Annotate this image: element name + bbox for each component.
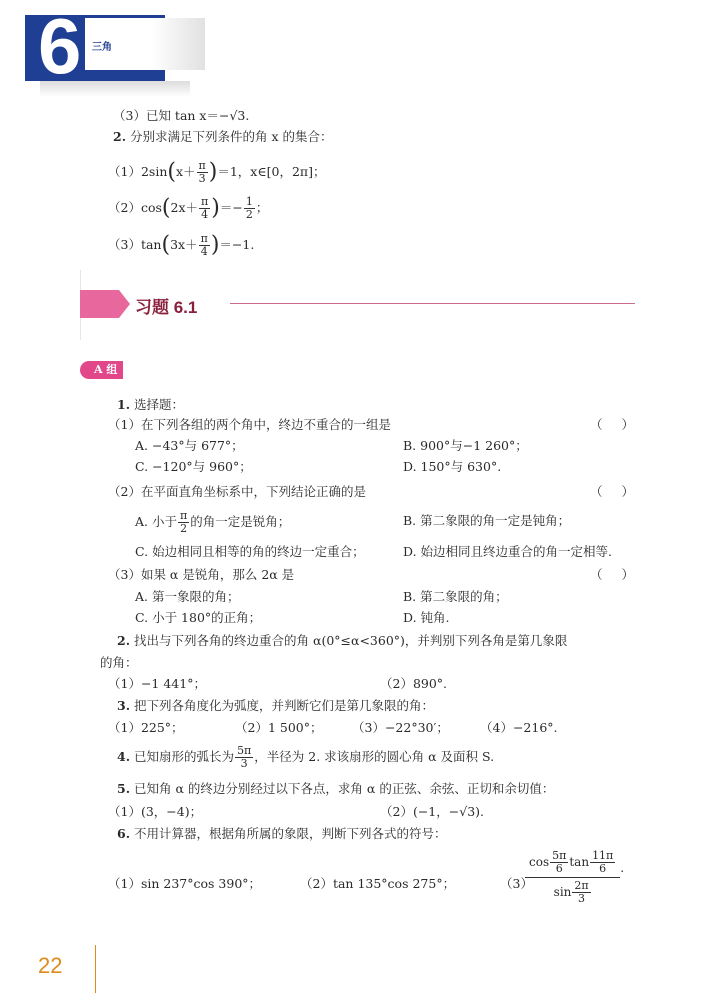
- text: ＝−: [219, 200, 243, 215]
- prev-sub-3: （3）tan(3x＋ $\frac{\pi}{4}$ )＝−1.: [108, 232, 255, 258]
- answer-paren: （ ）: [590, 567, 634, 582]
- question-text: 已知角 α 的终边分别经过以下各点，求角 α 的正弦、余弦、正切和余切值：: [134, 781, 555, 796]
- page-number-rule: [95, 945, 96, 993]
- question-2-cont: 的角：: [100, 655, 138, 670]
- q6-item-1: （1）sin 237°cos 390°；: [108, 876, 262, 891]
- text: ；: [255, 200, 269, 215]
- option-d: D. 150°与 630°.: [403, 459, 502, 474]
- exercise-arrow-icon: [80, 290, 130, 318]
- q5-item-2: （2）(−1，−√3).: [380, 804, 484, 819]
- option-a: A. −43°与 677°；: [135, 438, 244, 453]
- fraction: $\frac{\pi}{2}$: [179, 509, 188, 535]
- option-c: C. 始边相同且相等的角的终边一定重合；: [135, 544, 365, 559]
- q1-part1-stem: （1）在下列各组的两个角中，终边不重合的一组是: [108, 417, 391, 432]
- chapter-title: 三角: [92, 42, 112, 53]
- text: （3）tan: [108, 237, 162, 252]
- fraction: $\frac{\pi}{4}$: [200, 232, 208, 258]
- text: （1）2sin: [108, 164, 168, 179]
- option-a: A. 小于 $\frac{\pi}{2}$ 的角一定是锐角；: [135, 509, 291, 535]
- question-4: 4. 已知扇形的弧长为 $\frac{5\pi}{3}$ ，半径为 2. 求该扇形的圆心角 α 及面积 S.: [117, 744, 495, 770]
- text: x＋: [175, 164, 196, 179]
- q3-item-4: （4）−216°.: [480, 720, 558, 735]
- exercise-title: 习题 6.1: [135, 298, 198, 317]
- text: ＝1，x∈[0，2π]；: [217, 164, 326, 179]
- question-number: 4.: [117, 749, 131, 764]
- q3-item-3: （3）−22°30′；: [352, 720, 449, 735]
- q6-item-2: （2）tan 135°cos 275°；: [300, 876, 456, 891]
- page-number: 22: [38, 953, 63, 978]
- q6-item-3-label: （3）: [500, 876, 533, 891]
- question-text: 分别求满足下列条件的角 x 的集合：: [130, 129, 333, 144]
- fraction: $\frac{\pi}{3}$: [198, 159, 206, 185]
- group-badge: A 组: [80, 361, 123, 379]
- q5-item-1: （1）(3，−4)；: [108, 804, 203, 819]
- text: 3x＋: [170, 237, 198, 252]
- question-3: [117, 698, 434, 714]
- question-1: [117, 397, 184, 413]
- question-number: 6.: [117, 826, 131, 841]
- question-number: 1.: [117, 397, 131, 412]
- question-number: 5.: [117, 781, 131, 796]
- option-b: B. 900°与−1 260°；: [403, 438, 528, 453]
- option-d: D. 始边相同且终边重合的角一定相等.: [403, 544, 612, 559]
- option-d: D. 钝角.: [403, 610, 450, 625]
- question-5: [117, 781, 554, 797]
- q2-item-2: （2）890°.: [380, 676, 448, 691]
- fraction: $\frac{5\pi}{3}$: [237, 744, 252, 770]
- chapter-number: 6: [38, 2, 82, 90]
- option-c: C. 小于 180°的正角；: [135, 610, 262, 625]
- question-6: [117, 826, 447, 842]
- prev-sub-2: （2）cos(2x＋ $\frac{\pi}{4}$ )＝− $\frac{1}{2}$ ；: [108, 195, 269, 221]
- answer-paren: （ ）: [590, 417, 634, 432]
- prev-question-2: [113, 129, 333, 145]
- question-number: 2.: [113, 129, 127, 144]
- option-b: B. 第二象限的角一定是钝角；: [403, 513, 571, 528]
- prev-item-3: （3）已知 tan x＝−√3.: [113, 108, 250, 123]
- question-text: 找出与下列各角的终边重合的角 α(0°≤α<360°)，并判别下列各角是第几象限: [134, 633, 568, 648]
- text: ＝−1.: [219, 237, 255, 252]
- q1-part2-stem: （2）在平面直角坐标系中，下列结论正确的是: [108, 484, 366, 499]
- q3-item-2: （2）1 500°；: [235, 720, 323, 735]
- option-a: A. 第一象限的角；: [135, 589, 240, 604]
- text: 2x＋: [170, 200, 199, 215]
- prev-sub-1: （1）2sin(x＋ $\frac{\pi}{3}$ )＝1，x∈[0，2π]；: [108, 159, 326, 185]
- text: （2）cos: [108, 200, 162, 215]
- question-number: 3.: [117, 698, 131, 713]
- fraction: $\frac{1}{2}$: [245, 195, 253, 221]
- question-text: 把下列各角度化为弧度，并判断它们是第几象限的角：: [134, 698, 435, 713]
- option-b: B. 第二象限的角；: [403, 589, 508, 604]
- q2-item-1: （1）−1 441°；: [108, 676, 206, 691]
- fraction: $\frac{\pi}{4}$: [201, 195, 209, 221]
- question-number: 2.: [117, 633, 131, 648]
- q3-item-1: （1）225°；: [108, 720, 184, 735]
- question-text: 不用计算器，根据角所属的象限，判断下列各式的符号：: [134, 826, 447, 841]
- question-2: [117, 633, 567, 649]
- q6-item-3-expression: cos $\frac{5\pi}{6}$ tan $\frac{11\pi}{6}$ sin $\frac{2\pi}{3}$ .: [525, 850, 624, 905]
- option-c: C. −120°与 960°；: [135, 459, 252, 474]
- q1-part3-stem: （3）如果 α 是锐角，那么 2α 是: [108, 567, 295, 582]
- title-rule: [230, 303, 635, 304]
- answer-paren: （ ）: [590, 484, 634, 499]
- question-text: 选择题：: [134, 397, 185, 412]
